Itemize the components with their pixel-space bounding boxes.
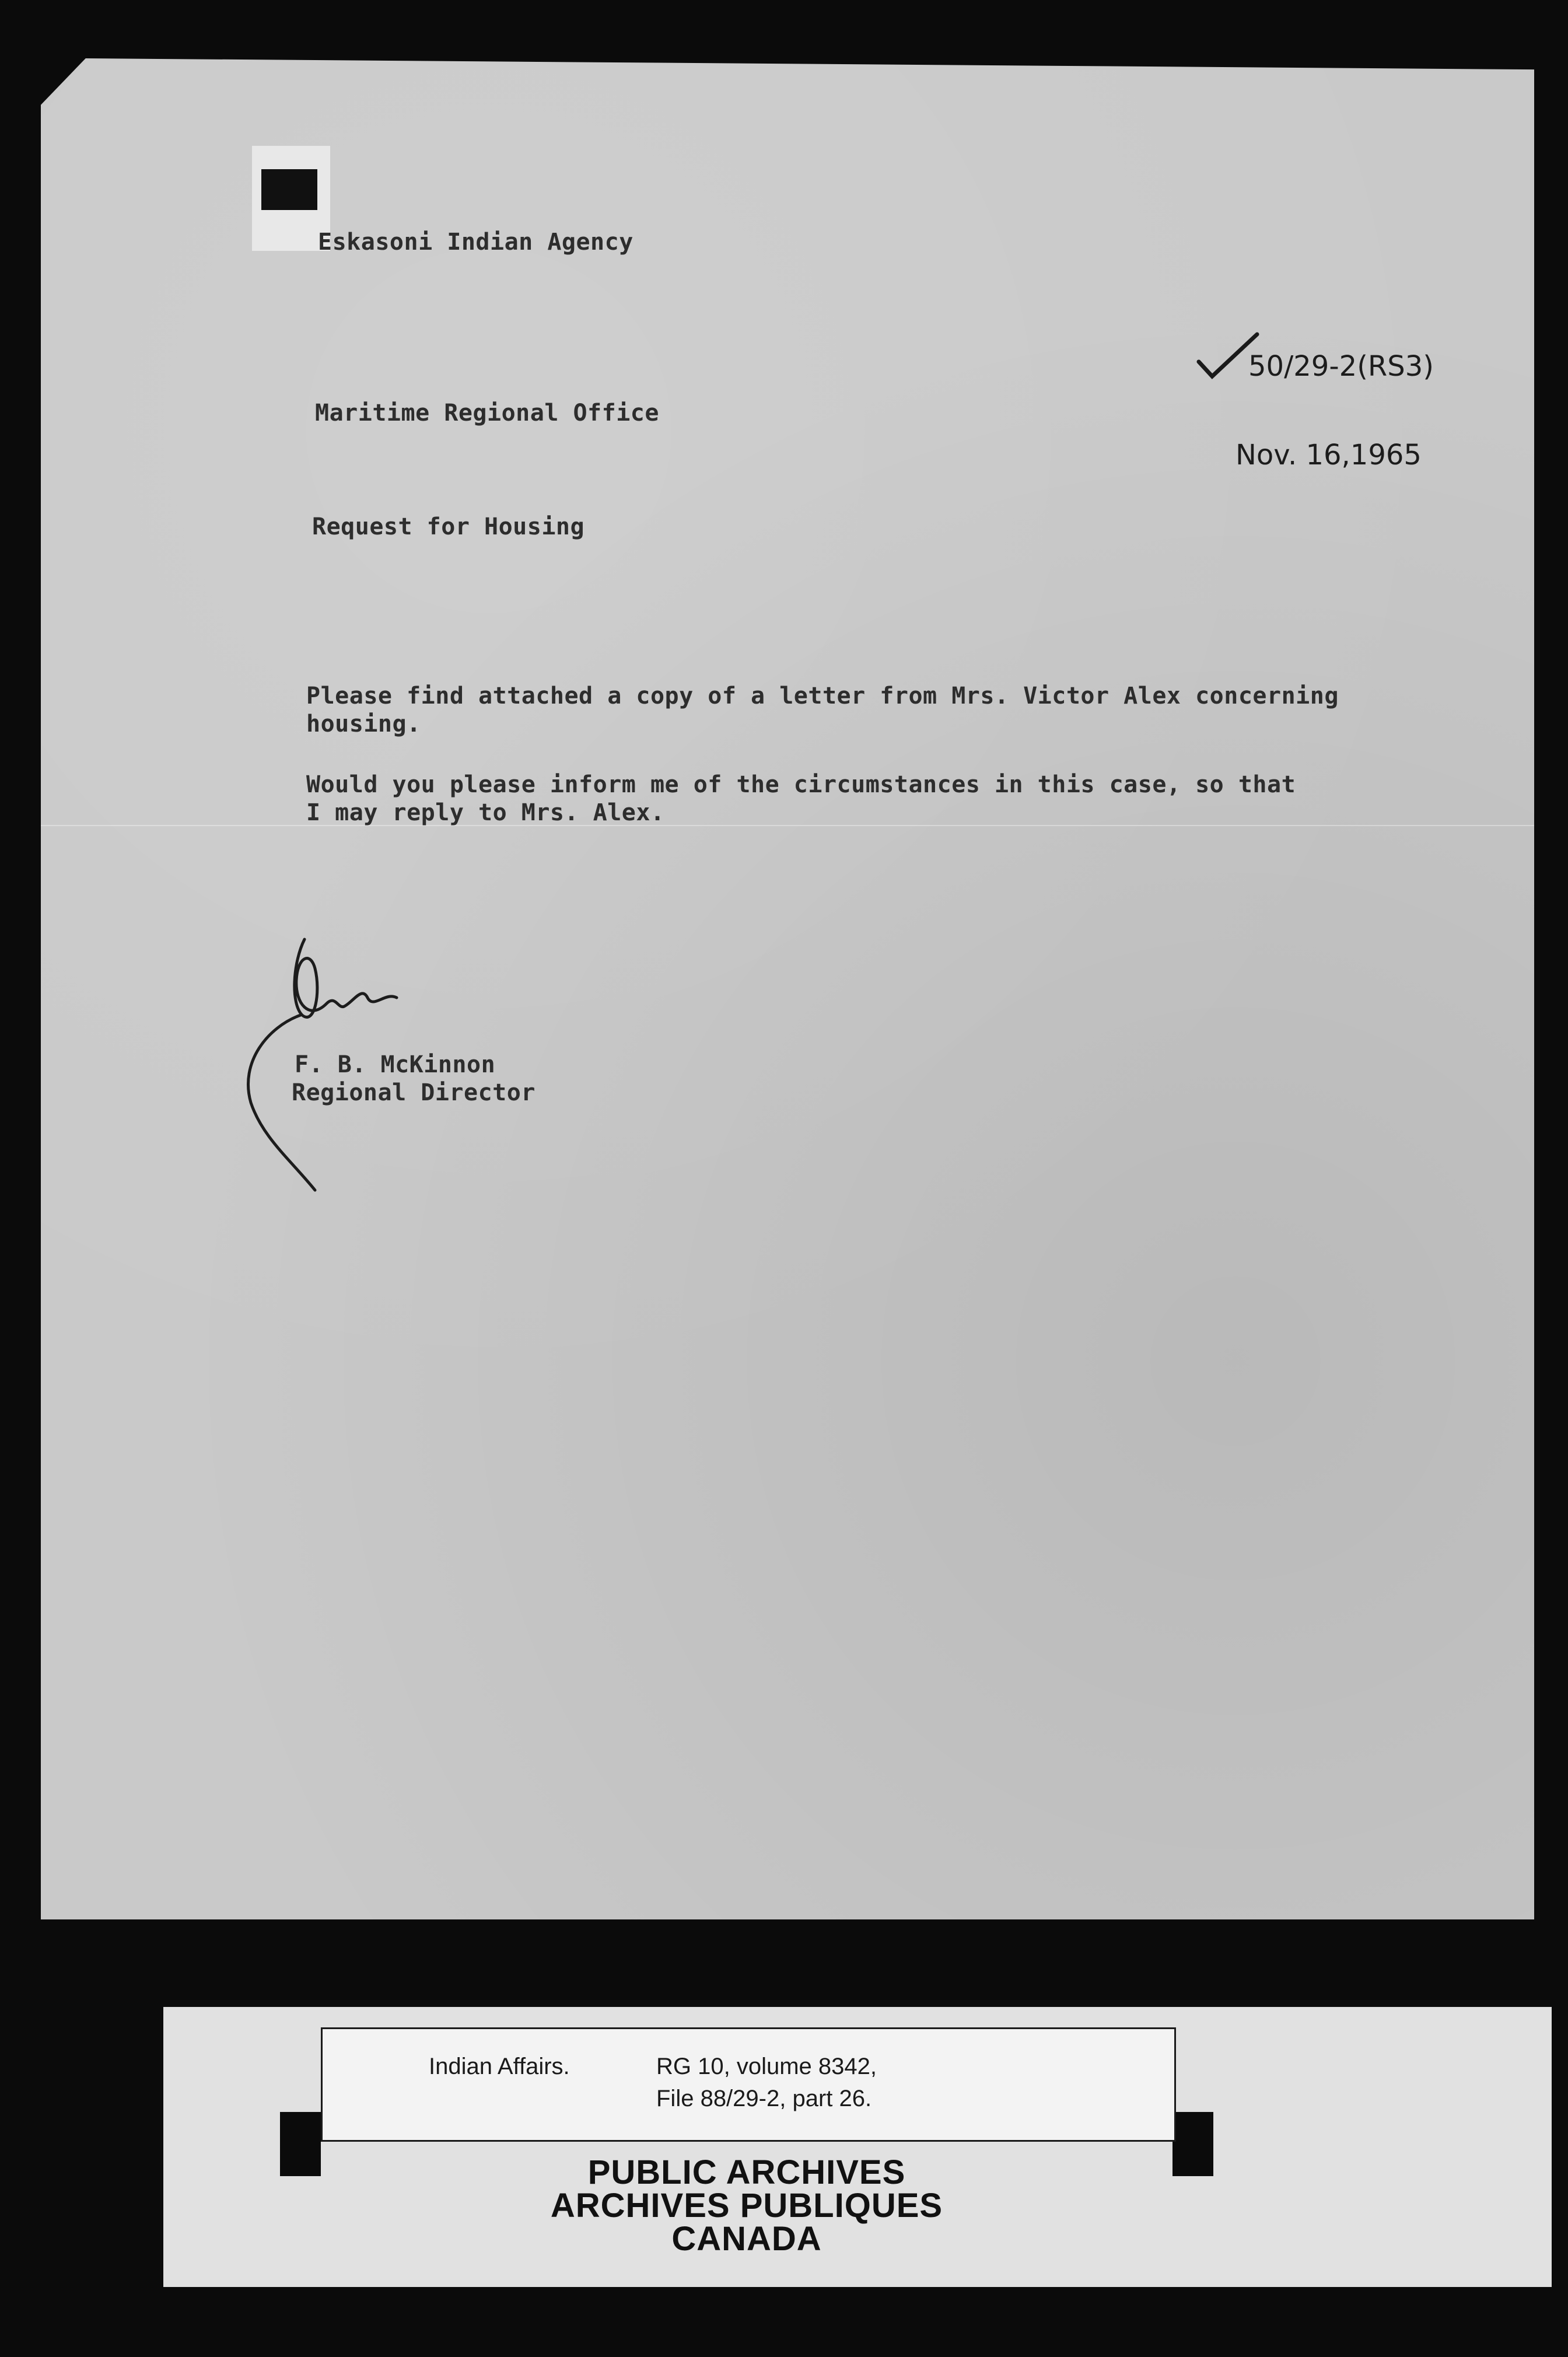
archive-reference-strip — [321, 2027, 1176, 2142]
label-notch-left — [280, 2112, 321, 2176]
paragraph-2-line-1: Would you please inform me of the circumstances in this case, so that — [306, 771, 1296, 798]
recipient-line: Eskasoni Indian Agency — [318, 229, 634, 256]
archive-reference-line-2: File 88/29-2, part 26. — [656, 2086, 872, 2111]
file-reference: 50/29-2(RS3) — [1248, 350, 1434, 383]
signer-title: Regional Director — [292, 1079, 536, 1106]
paragraph-2-line-2: I may reply to Mrs. Alex. — [306, 799, 665, 826]
paragraph-1-line-2: housing. — [306, 711, 421, 737]
punch-hole — [261, 169, 317, 210]
signer-name: F. B. McKinnon — [295, 1051, 496, 1078]
page-fold-line — [41, 825, 1534, 826]
archive-title-french: ARCHIVES PUBLIQUES — [550, 2187, 943, 2225]
letter-date: Nov. 16,1965 — [1236, 439, 1422, 471]
sender-office: Maritime Regional Office — [315, 400, 659, 426]
paragraph-1-line-1: Please find attached a copy of a letter from Mrs. Victor Alex concerning — [306, 683, 1339, 709]
subject-line: Request for Housing — [312, 513, 585, 540]
archive-collection: Indian Affairs. — [429, 2054, 570, 2079]
archive-country: CANADA — [671, 2220, 822, 2258]
archive-title-english: PUBLIC ARCHIVES — [587, 2153, 906, 2191]
archive-reference-line-1: RG 10, volume 8342, — [656, 2054, 877, 2079]
label-notch-right — [1172, 2112, 1213, 2176]
